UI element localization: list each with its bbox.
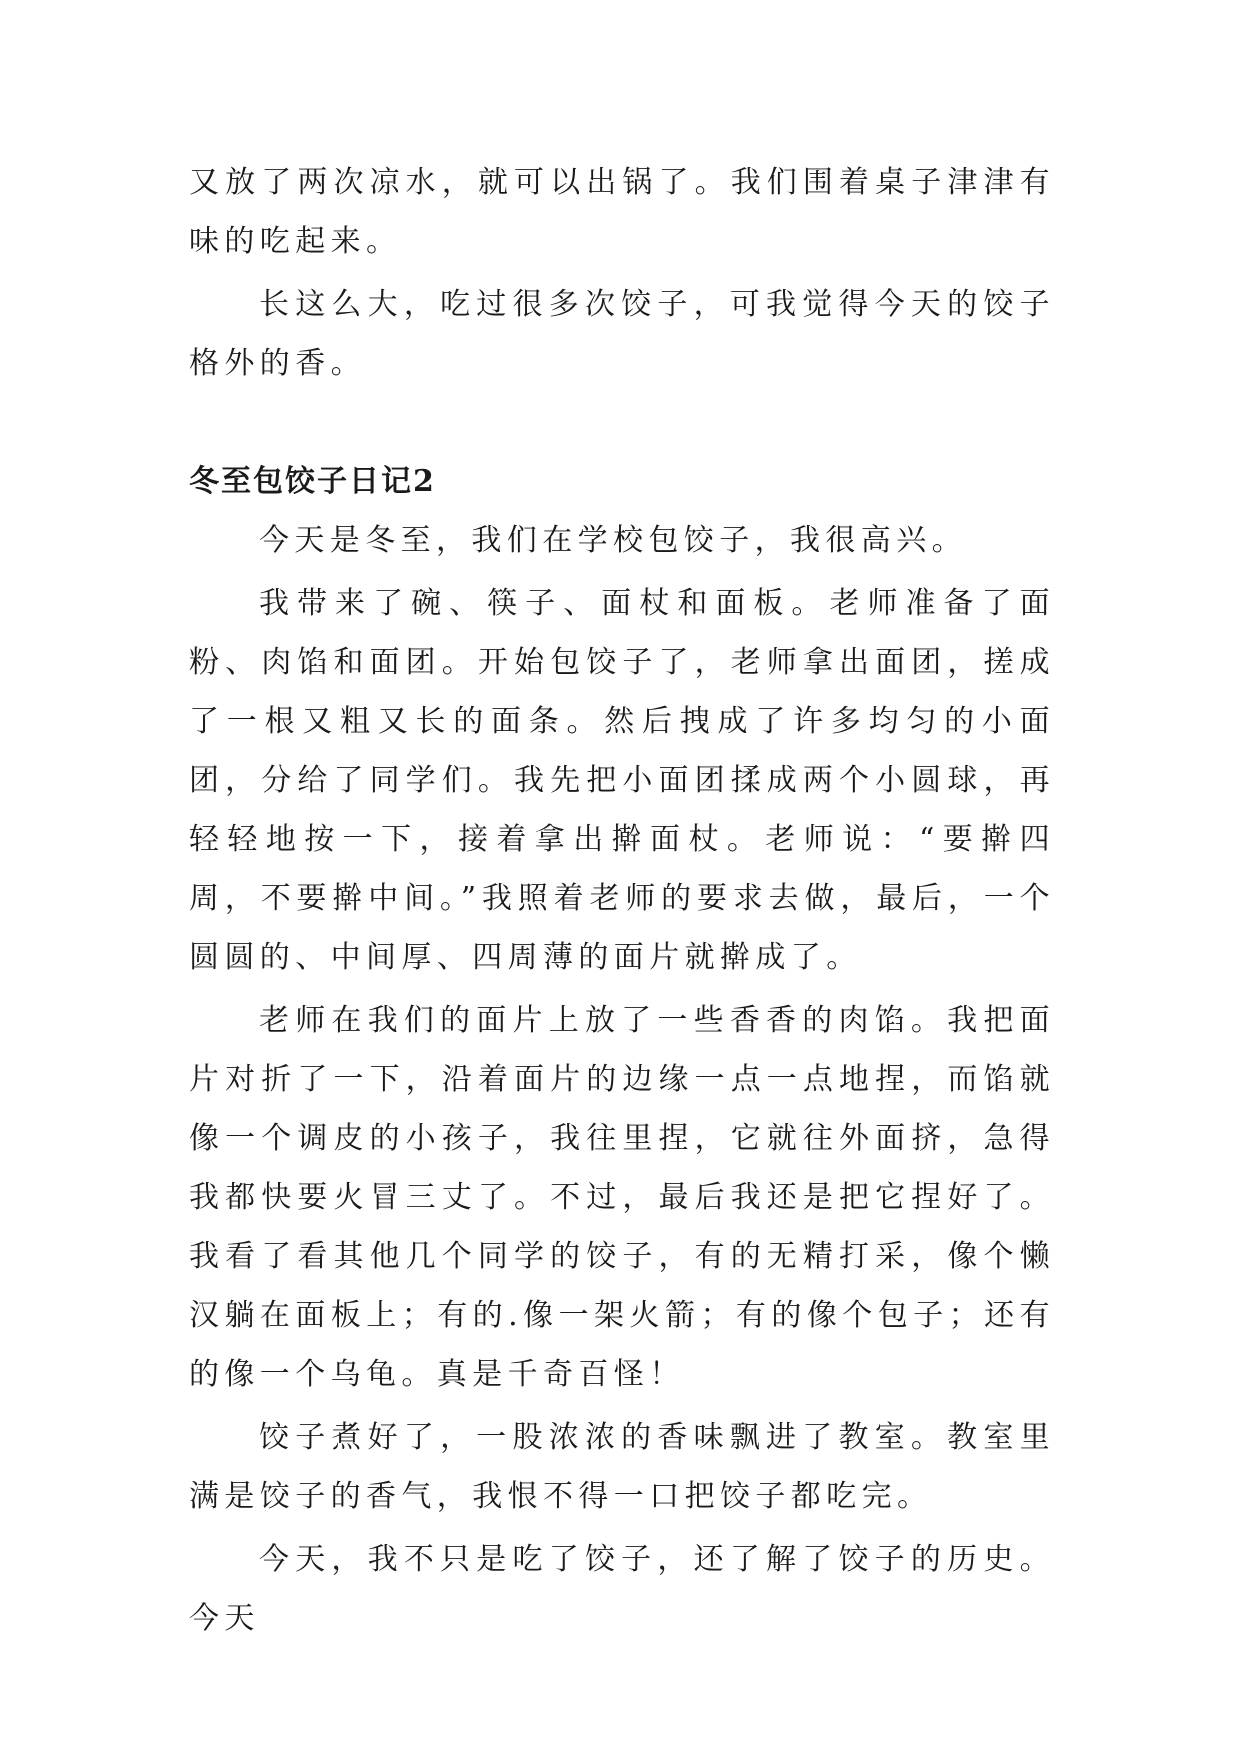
- section-title: 冬至包饺子日记2: [189, 464, 436, 499]
- paragraph-wrapping: 老师在我们的面片上放了一些香香的肉馅。我把面片对折了一下，沿着面片的边缘一点一点地捏，而馅就像一个调皮的小孩子，我往里捏，它就往外面挤，急得我都快要火冒三丈了。不过，最后我还是把它捏好了。我看了看其他几个同学的饺子，有的无精打采，像个懒汉躺在面板上；有的.像一架火箭；有的像个包子；还有的像一个乌龟。真是千奇百怪！: [189, 1003, 1055, 1392]
- paragraph-cooking: 饺子煮好了，一股浓浓的香味飘进了教室。教室里满是饺子的香气，我恨不得一口把饺子都吃完。: [189, 1420, 1055, 1514]
- document-body: [189, 153, 1055, 1648]
- paragraph-conclusion: 长这么大，吃过很多次饺子，可我觉得今天的饺子格外的香。: [189, 287, 1055, 381]
- paragraph-preparation: 我带来了碗、筷子、面杖和面板。老师准备了面粉、肉馅和面团。开始包饺子了，老师拿出面团，搓成了一根又粗又长的面条。然后拽成了许多均匀的小面团，分给了同学们。我先把小面团揉成两个小圆球，再轻轻地按一下，接着拿出擀面杖。老师说：“要擀四周，不要擀中间。”我照着老师的要求去做，最后，一个圆圆的、中间厚、四周薄的面片就擀成了。: [189, 586, 1055, 975]
- paragraph-ending: 今天，我不只是吃了饺子，还了解了饺子的历史。今天: [189, 1542, 1055, 1636]
- paragraph-intro: 今天是冬至，我们在学校包饺子，我很高兴。: [259, 523, 967, 558]
- paragraph-continuation: 又放了两次凉水，就可以出锅了。我们围着桌子津津有味的吃起来。: [189, 165, 1055, 259]
